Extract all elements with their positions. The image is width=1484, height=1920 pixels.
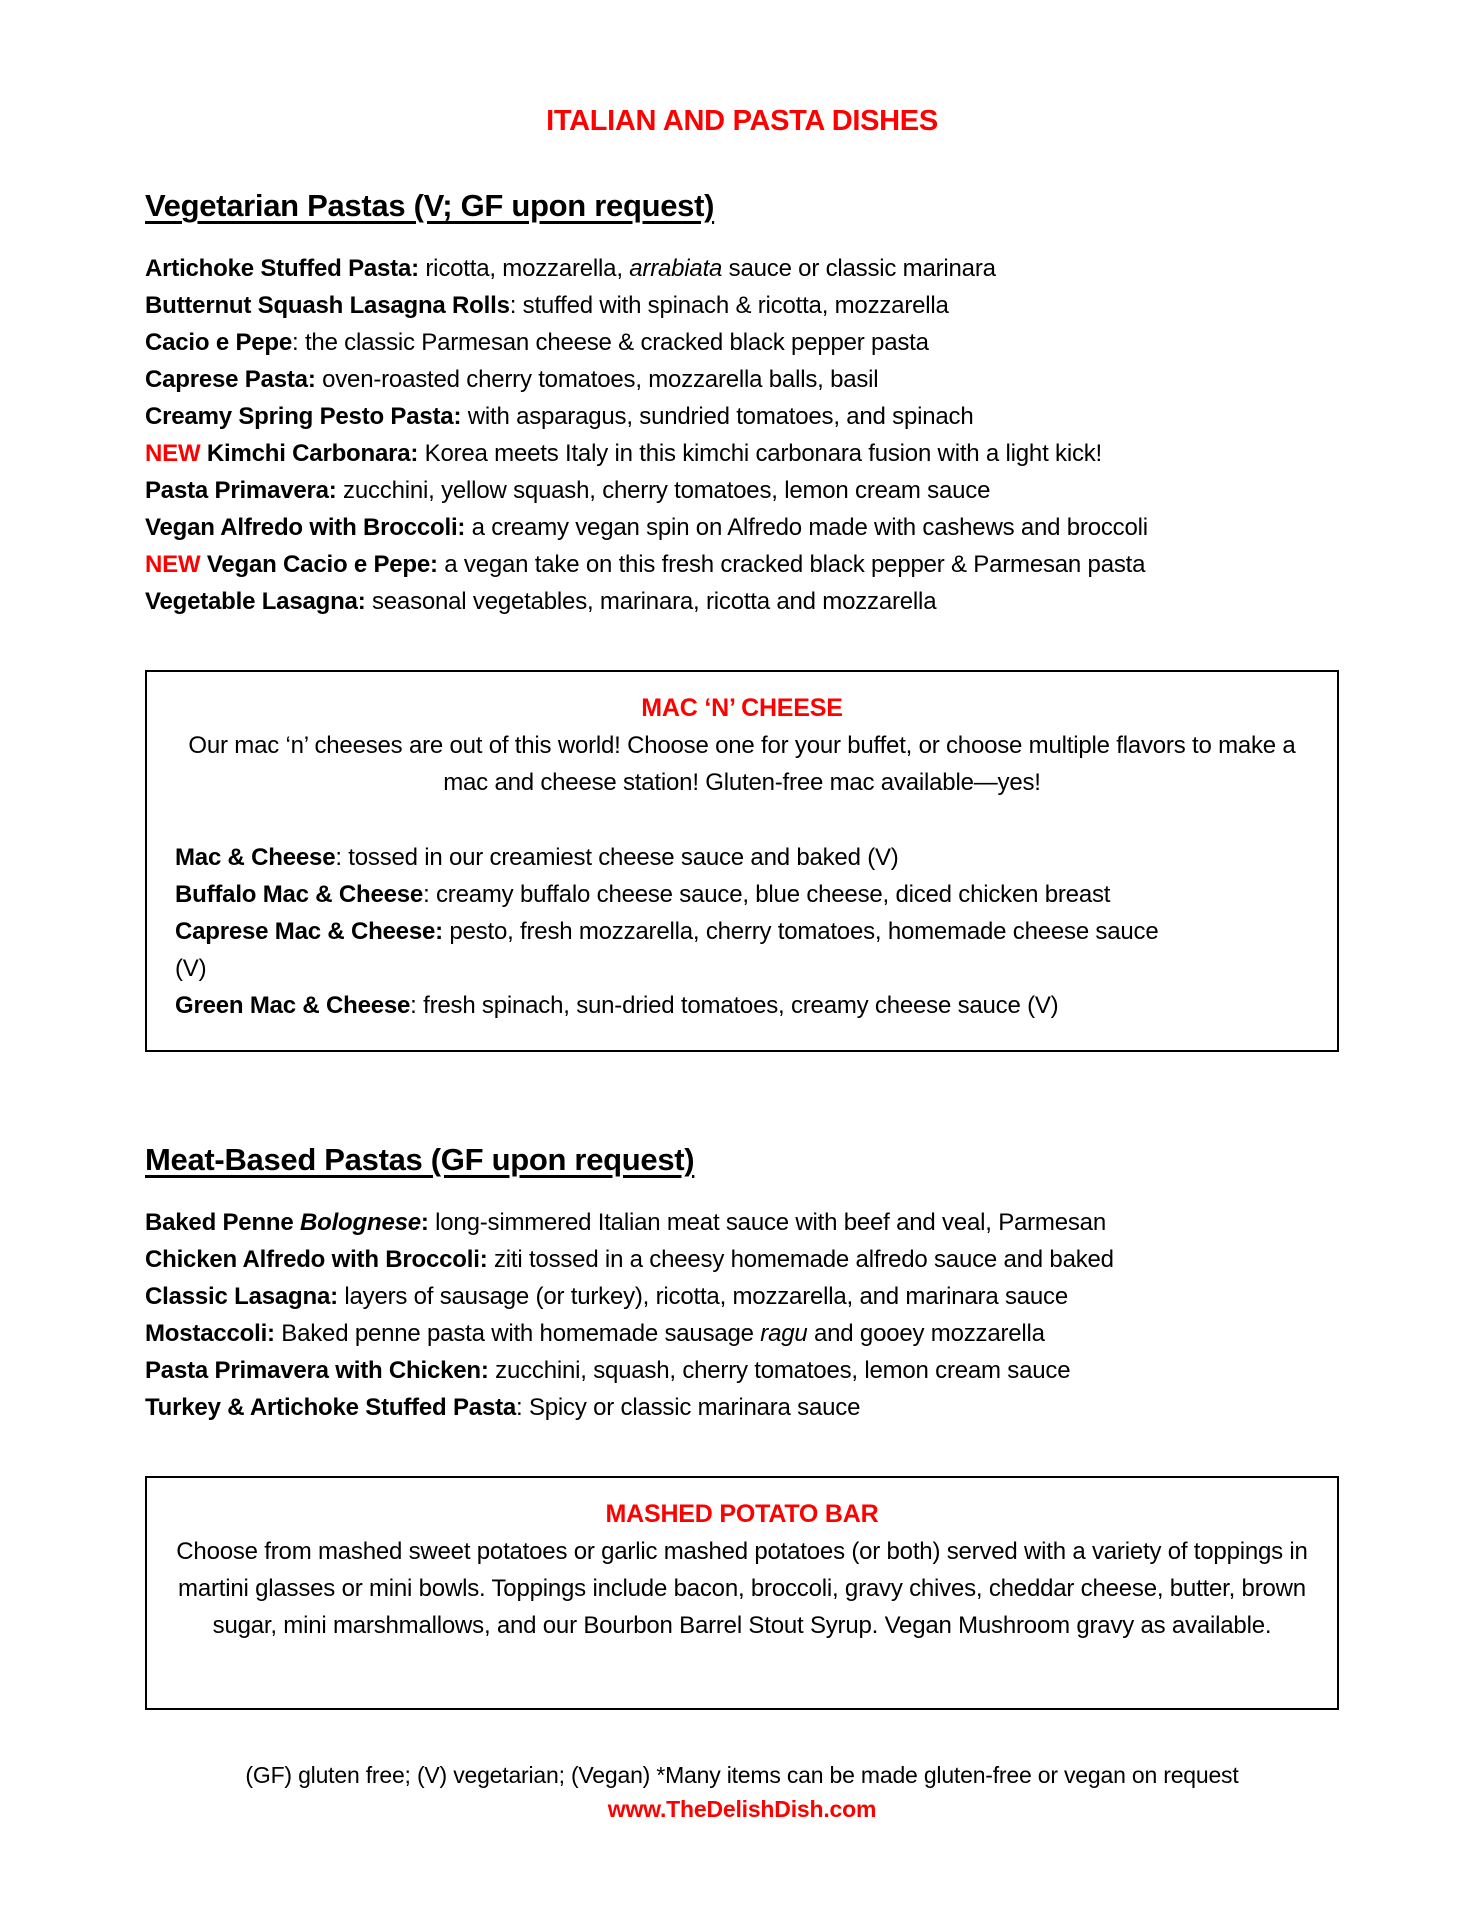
new-badge: NEW [145, 551, 207, 578]
item-name: Creamy Spring Pesto Pasta: [145, 403, 462, 430]
item-desc: ricotta, mozzarella, [418, 255, 630, 282]
item-name: Caprese Pasta: [145, 366, 316, 393]
item-name: Chicken Alfredo with Broccoli: [145, 1246, 488, 1273]
menu-item [145, 435, 1339, 472]
item-desc-italic: arrabiata [629, 255, 723, 282]
item-name: Caprese Mac & Cheese: [175, 918, 443, 945]
menu-item [145, 398, 1339, 435]
item-desc: seasonal vegetables, marinara, ricotta and mozzarella [365, 588, 937, 615]
item-desc: Baked penne pasta with homemade sausage [274, 1320, 761, 1347]
new-badge: NEW [145, 440, 207, 467]
menu-item [145, 1315, 1339, 1352]
spacer [175, 801, 1309, 839]
menu-item [175, 987, 1309, 1024]
item-desc: a creamy vegan spin on Alfredo made with cashews and broccoli [465, 514, 1148, 541]
item-name: Artichoke Stuffed Pasta: [145, 255, 419, 282]
menu-item [145, 287, 1339, 324]
item-name: Vegan Cacio e Pepe: [206, 551, 438, 578]
item-name: : [420, 1209, 429, 1236]
menu-item [175, 913, 1309, 987]
item-desc: : Spicy or classic marinara sauce [516, 1394, 861, 1421]
menu-item [145, 472, 1339, 509]
item-desc: : fresh spinach, sun-dried tomatoes, creamy cheese sauce (V) [410, 992, 1059, 1019]
mashed-potato-bar-box [145, 1476, 1339, 1710]
menu-item [145, 1278, 1339, 1315]
item-name: Classic Lasagna: [145, 1283, 338, 1310]
footer [145, 1758, 1339, 1826]
mashed-potato-bar-description: Choose from mashed sweet potatoes or garlic mashed potatoes (or both) served with a variety of toppings in martini glasses or mini bowls. Toppings include bacon, broccoli, gravy chives, cheddar cheese, butter, brown sugar, mini marshmallows, and our Bourbon Barrel Stout Syrup. Vegan Mushroom gravy as available. [176, 1538, 1308, 1639]
menu-item [145, 546, 1339, 583]
item-desc: sauce or classic marinara [722, 255, 996, 282]
item-desc: long-simmered Italian meat sauce with beef and veal, Parmesan [428, 1209, 1106, 1236]
item-desc: oven-roasted cherry tomatoes, mozzarella balls, basil [315, 366, 879, 393]
item-desc: : creamy buffalo cheese sauce, blue cheese, diced chicken breast [423, 881, 1111, 908]
item-desc: zucchini, yellow squash, cherry tomatoes, lemon cream sauce [336, 477, 991, 504]
section-heading-vegetarian-pastas: Vegetarian Pastas (V; GF upon request) [145, 188, 715, 223]
meat-based-pastas-list [145, 1204, 1339, 1426]
item-desc: and gooey mozzarella [807, 1320, 1045, 1347]
item-desc: Korea meets Italy in this kimchi carbonara fusion with a light kick! [418, 440, 1103, 467]
item-name: Vegan Alfredo with Broccoli: [145, 514, 466, 541]
item-name: Cacio e Pepe [145, 329, 293, 356]
menu-item [145, 509, 1339, 546]
item-desc: (V) [175, 955, 207, 982]
item-desc: : stuffed with spinach & ricotta, mozzarella [509, 292, 949, 319]
item-desc: a vegan take on this fresh cracked black pepper & Parmesan pasta [437, 551, 1146, 578]
item-desc: ziti tossed in a cheesy homemade alfredo sauce and baked [487, 1246, 1114, 1273]
mac-n-cheese-intro: Our mac ‘n’ cheeses are out of this world! Choose one for your buffet, or choose multiple flavors to make a mac and cheese station! Gluten-free mac available—yes! [188, 732, 1296, 796]
item-desc: pesto, fresh mozzarella, cherry tomatoes, homemade cheese sauce [442, 918, 1159, 945]
item-desc: with asparagus, sundried tomatoes, and spinach [461, 403, 974, 430]
item-name: Mostaccoli: [145, 1320, 275, 1347]
dietary-legend: (GF) gluten free; (V) vegetarian; (Vegan) *Many items can be made gluten-free or vegan on request [245, 1762, 1239, 1788]
item-name: Pasta Primavera with Chicken: [145, 1357, 489, 1384]
item-name: Green Mac & Cheese [175, 992, 411, 1019]
mac-n-cheese-title: MAC ‘N’ CHEESE [641, 694, 843, 722]
item-name: Butternut Squash Lasagna Rolls [145, 292, 510, 319]
mac-n-cheese-list [175, 839, 1309, 1024]
menu-item [145, 1389, 1339, 1426]
menu-item [145, 324, 1339, 361]
item-name-italic [300, 1209, 421, 1236]
item-name: Buffalo Mac & Cheese [175, 881, 424, 908]
item-desc: : tossed in our creamiest cheese sauce and baked (V) [335, 844, 899, 871]
item-desc: layers of sausage (or turkey), ricotta, mozzarella, and marinara sauce [337, 1283, 1069, 1310]
item-name: Vegetable Lasagna: [145, 588, 366, 615]
mac-n-cheese-box [145, 670, 1339, 1052]
menu-item [145, 1241, 1339, 1278]
section-heading-meat-based-pastas: Meat-Based Pastas (GF upon request) [145, 1142, 695, 1177]
menu-item [175, 839, 1309, 876]
item-desc-italic: ragu [760, 1320, 808, 1347]
menu-item [145, 250, 1339, 287]
item-name-italic-text: Bolognese [300, 1209, 421, 1236]
menu-item [145, 361, 1339, 398]
item-name: Kimchi Carbonara: [206, 440, 419, 467]
item-desc: : the classic Parmesan cheese & cracked black pepper pasta [292, 329, 929, 356]
item-name: Turkey & Artichoke Stuffed Pasta [145, 1394, 517, 1421]
item-name: Baked Penne [145, 1209, 300, 1236]
mashed-potato-bar-title: MASHED POTATO BAR [605, 1500, 879, 1528]
item-desc: zucchini, squash, cherry tomatoes, lemon cream sauce [488, 1357, 1071, 1384]
site-url[interactable]: www.TheDelishDish.com [607, 1796, 877, 1822]
menu-item [175, 876, 1309, 913]
page-title: ITALIAN AND PASTA DISHES [546, 105, 938, 137]
item-name: Pasta Primavera: [145, 477, 337, 504]
menu-item [145, 583, 1339, 620]
menu-item [145, 1204, 1339, 1241]
item-name: Mac & Cheese [175, 844, 336, 871]
vegetarian-pastas-list [145, 250, 1339, 620]
menu-item [145, 1352, 1339, 1389]
